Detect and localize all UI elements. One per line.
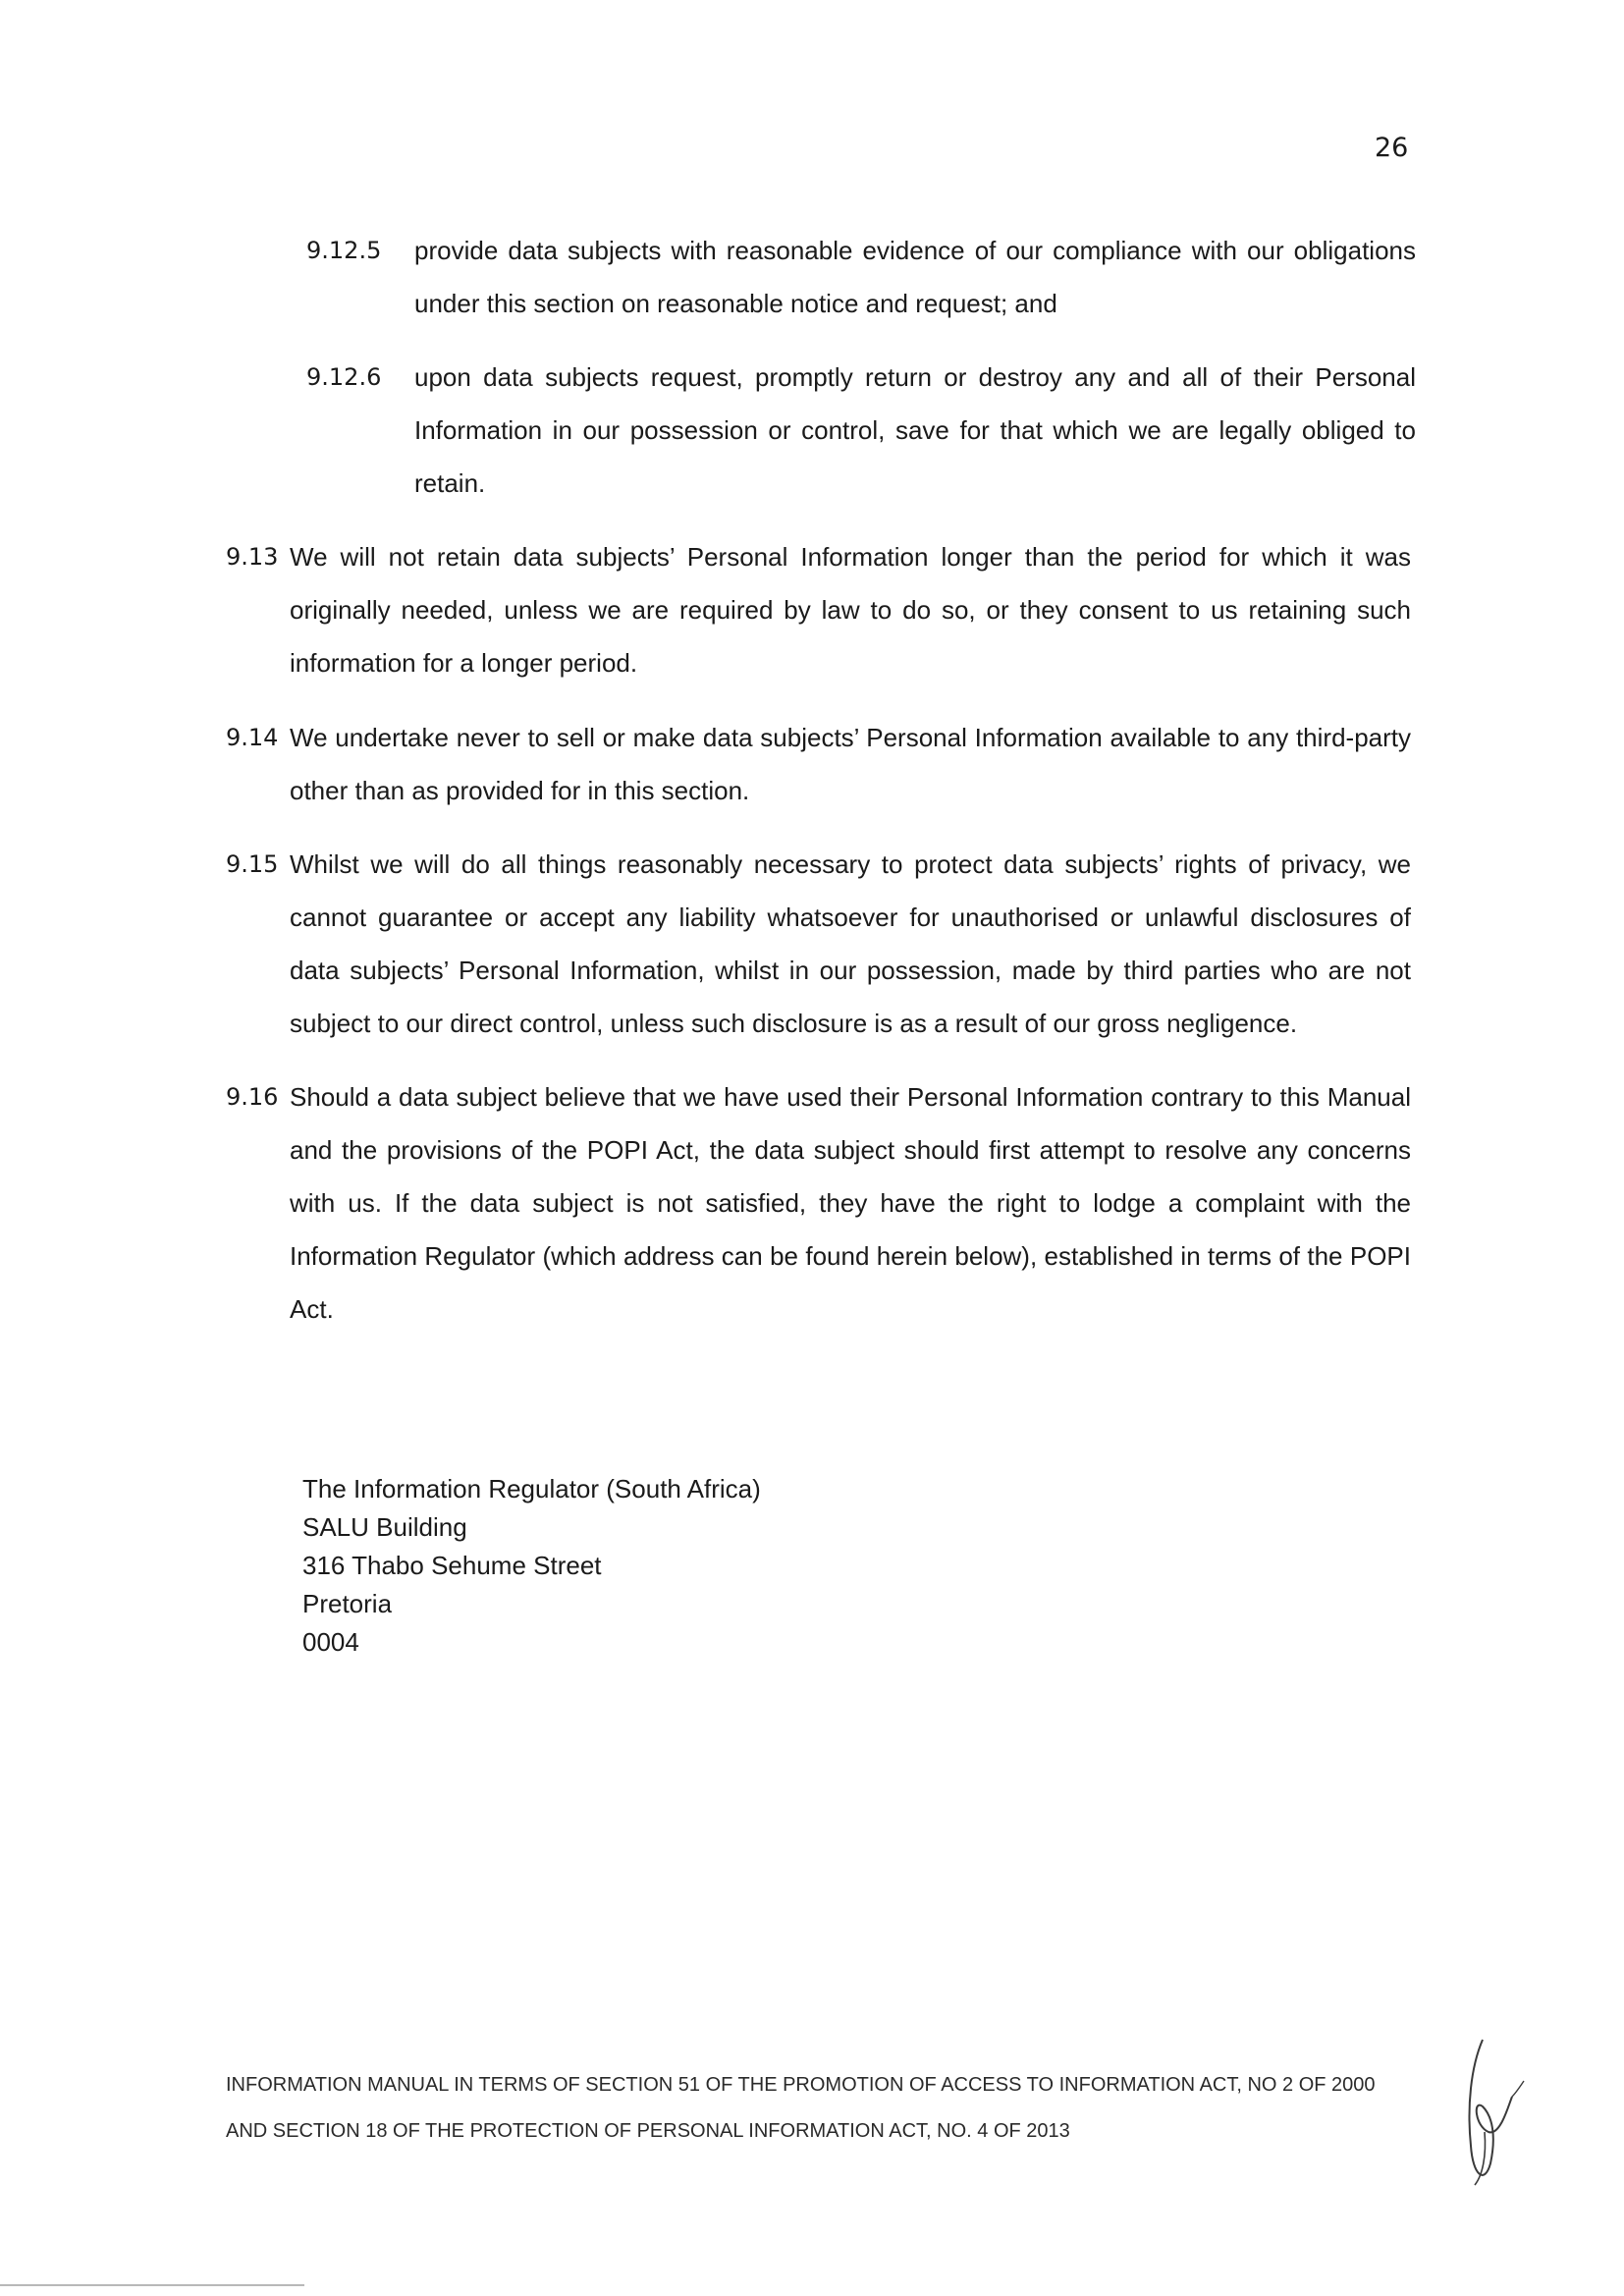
- clause-text: Should a data subject believe that we have used their Personal Information contrary to this Manual and the provisions of the POPI Act, the data subject should first attempt to resolve any concerns with us. If the data subject is not satisfied, they have the right to lodge a complaint with the Information Regulator (which address can be found herein below), established in terms of the POPI Act.: [290, 1082, 1411, 1324]
- clause-text: Whilst we will do all things reasonably necessary to protect data subjects’ rights of privacy, we cannot guarantee or accept any liability whatsoever for unauthorised or unlawful disclosures of data subjects’ Personal Information, whilst in our possession, made by third parties who are not subject to our direct control, unless such disclosure is as a result of our gross negligence.: [290, 849, 1411, 1038]
- clause-text: upon data subjects request, promptly return or destroy any and all of their Personal Information in our possession or control, save for that which we are legally obliged to retain.: [414, 362, 1416, 498]
- clause-number: 9.13: [226, 543, 279, 571]
- address-line: 316 Thabo Sehume Street: [302, 1551, 602, 1580]
- page-footer: [226, 2062, 1376, 2155]
- footer-line: AND SECTION 18 OF THE PROTECTION OF PERSONAL INFORMATION ACT, NO. 4 OF 2013: [226, 2120, 1070, 2142]
- clause-text: We undertake never to sell or make data subjects’ Personal Information available to any third-party other than as provided for in this section.: [290, 723, 1411, 805]
- footer-line: INFORMATION MANUAL IN TERMS OF SECTION 51 OF THE PROMOTION OF ACCESS TO INFORMATION ACT, NO 2 OF 2000: [226, 2074, 1376, 2096]
- regulator-address: [302, 1470, 761, 1662]
- clause-text: provide data subjects with reasonable evidence of our compliance with our obligations under this section on reasonable notice and request; and: [414, 236, 1416, 318]
- page-number: 26: [1375, 133, 1409, 163]
- address-line: Pretoria: [302, 1589, 393, 1618]
- clause-text: We will not retain data subjects’ Personal Information longer than the period for which it was originally needed, unless we are required by law to do so, or they consent to us retaining such information for a longer period.: [290, 542, 1411, 678]
- scan-edge-line: [0, 2284, 304, 2286]
- clause-number: 9.12.6: [306, 363, 382, 391]
- clause-number: 9.12.5: [306, 237, 382, 264]
- clause-number: 9.16: [226, 1083, 279, 1111]
- clause-number: 9.15: [226, 850, 279, 878]
- handwritten-initials: [1453, 2038, 1532, 2195]
- address-line: The Information Regulator (South Africa): [302, 1474, 761, 1503]
- address-line: 0004: [302, 1627, 359, 1657]
- address-line: SALU Building: [302, 1512, 467, 1542]
- clause-number: 9.14: [226, 724, 279, 751]
